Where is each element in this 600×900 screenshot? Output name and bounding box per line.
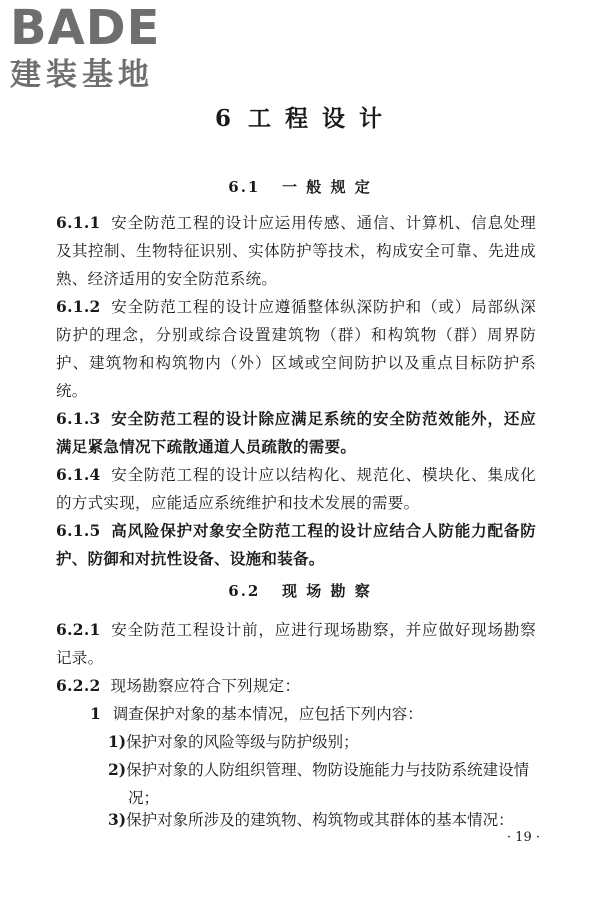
clause-number: 6.1.1 [56,213,101,232]
clause-6-1-3 [56,405,536,461]
clause-number: 6.1.5 [56,521,101,540]
clause-6-2-1 [56,616,536,672]
clause-text: 安全防范工程的设计除应满足系统的安全防范效能外，还应满足紧急情况下疏散通道人员疏散的需要。 [56,409,536,456]
clause-number: 6.1.3 [56,409,101,428]
section-title-6-2 [0,580,600,601]
subitem-1 [108,728,536,756]
clause-6-1-1 [56,209,536,293]
subitem-number: 3) [108,810,127,829]
logo-english-text: BADE [10,0,161,56]
clause-text: 安全防范工程的设计应运用传感、通信、计算机、信息处理及其控制、生物特征识别、实体防护等技术，构成安全可靠、先进成熟、经济适用的安全防范系统。 [56,214,536,288]
clause-text: 现场勘察应符合下列规定： [110,677,301,695]
section-number: 6.2 [228,582,261,600]
clause-6-1-2 [56,293,536,405]
item-text: 调查保护对象的基本情况，应包括下列内容： [112,705,423,723]
clause-text: 高风险保护对象安全防范工程的设计应结合人防能力配备防护、防御和对抗性设备、设施和装备。 [56,521,536,568]
section-title-text: 现 场 勘 察 [282,582,372,600]
clause-number: 6.1.4 [56,465,101,484]
clause-number: 6.2.2 [56,676,101,695]
item-number: 1 [90,704,101,723]
clause-6-1-5 [56,517,536,573]
clause-6-2-2 [56,672,536,700]
clause-text: 安全防范工程的设计应遵循整体纵深防护和（或）局部纵深防护的理念，分别或综合设置建筑物（群）和构筑物（群）周界防护、建筑物和构筑物内（外）区域或空间防护以及重点目标防护系统。 [56,298,536,400]
clause-number: 6.2.1 [56,620,101,639]
subitem-text: 保护对象的风险等级与防护级别； [126,733,359,751]
subitem-number: 2) [108,760,127,779]
clause-text: 安全防范工程的设计应以结构化、规范化、模块化、集成化的方式实现，应能适应系统维护和技术发展的需要。 [56,466,536,512]
chapter-number: 6 [214,105,234,132]
clause-6-1-4 [56,461,536,517]
section-title-6-1 [0,176,600,197]
page-number: · 19 · [506,830,540,845]
logo-chinese-text: 建装基地 [10,57,154,93]
subitem-number: 1) [108,732,127,751]
subitem-text: 保护对象所涉及的建筑物、构筑物或其群体的基本情况： [126,811,514,829]
chapter-title-text: 工 程 设 计 [247,105,386,132]
subitem-text: 保护对象的人防组织管理、物防设施能力与技防系统建设情况； [126,761,530,807]
clause-number: 6.1.2 [56,297,101,316]
list-item-1 [90,700,536,728]
clause-text: 安全防范工程设计前，应进行现场勘察，并应做好现场勘察记录。 [56,621,536,667]
chapter-title [0,100,600,133]
section-number: 6.1 [228,178,261,196]
section-title-text: 一 般 规 定 [282,178,372,196]
subitem-2 [108,756,536,812]
bade-logo [10,0,180,93]
